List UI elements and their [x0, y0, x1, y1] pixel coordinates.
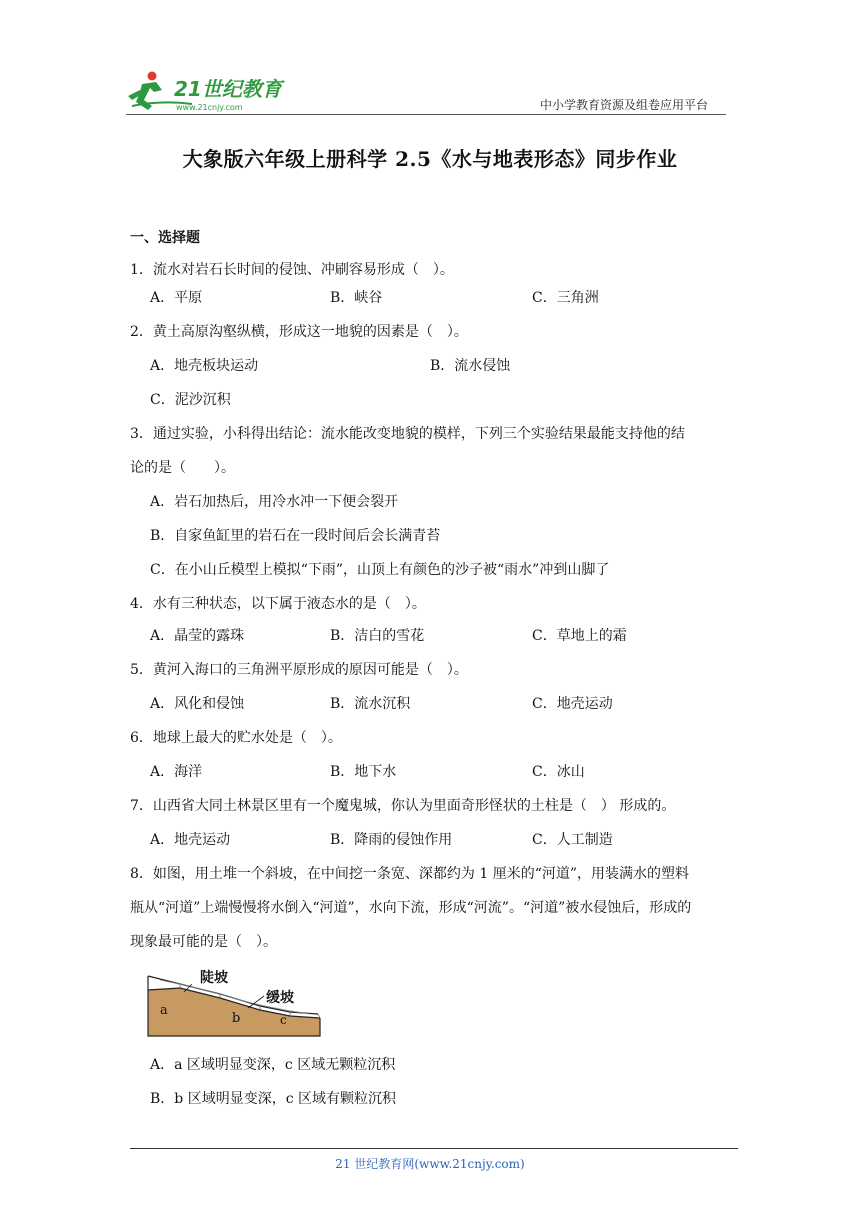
question-1-stem: 1．流水对岩石长时间的侵蚀、冲刷容易形成（ ）。 — [130, 262, 454, 278]
question-4-option-b: B．洁白的雪花 — [330, 628, 425, 644]
figure-label-c: c — [280, 1013, 287, 1027]
question-7-option-b: B．降雨的侵蚀作用 — [330, 832, 453, 848]
slope-diagram — [140, 966, 322, 1038]
figure-label-gentle: 缓坡 — [266, 990, 294, 1006]
site-logo — [122, 66, 292, 114]
section-heading: 一、选择题 — [130, 230, 200, 246]
question-3-option-c: C．在小山丘模型上模拟“下雨”，山顶上有颜色的沙子被“雨水”冲到山脚了 — [150, 562, 610, 578]
question-7-option-a: A．地壳运动 — [150, 832, 231, 848]
question-1-option-b: B．峡谷 — [330, 290, 383, 306]
question-3-stem-line-2: 论的是（ ）。 — [130, 460, 235, 476]
header-platform-text: 中小学教育资源及组卷应用平台 — [540, 98, 709, 112]
question-2-stem: 2．黄土高原沟壑纵横，形成这一地貌的因素是（ ）。 — [130, 324, 468, 340]
question-7-option-c: C．人工制造 — [532, 832, 613, 848]
question-2-option-c: C．泥沙沉积 — [150, 392, 231, 408]
question-5-option-b: B．流水沉积 — [330, 696, 411, 712]
footer-divider — [130, 1148, 738, 1149]
question-8-stem-line-1: 8．如图，用土堆一个斜坡，在中间挖一条宽、深都约为 1 厘米的“河道”，用装满水的塑料 — [130, 866, 690, 882]
question-3-option-b: B．自家鱼缸里的岩石在一段时间后会长满青苔 — [150, 528, 441, 544]
question-6-option-b: B．地下水 — [330, 764, 397, 780]
question-1-option-c: C．三角洲 — [532, 290, 599, 306]
page-title: 大象版六年级上册科学 2.5《水与地表形态》同步作业 — [182, 147, 678, 171]
question-5-option-a: A．风化和侵蚀 — [150, 696, 245, 712]
question-1-option-a: A．平原 — [150, 290, 203, 306]
logo-text: 21世纪教育 — [174, 77, 282, 101]
question-8-stem-line-3: 现象最可能的是（ ）。 — [130, 934, 277, 950]
question-4-option-a: A．晶莹的露珠 — [150, 628, 245, 644]
question-7-stem: 7．山西省大同土林景区里有一个魔鬼城，你认为里面奇形怪状的土柱是（ ） 形成的。 — [130, 798, 676, 814]
figure-label-b: b — [232, 1011, 241, 1026]
question-3-option-a: A．岩石加热后，用冷水冲一下便会裂开 — [150, 494, 399, 510]
question-2-option-b: B．流水侵蚀 — [430, 358, 511, 374]
header-divider — [126, 114, 726, 115]
question-6-stem: 6．地球上最大的贮水处是（ ）。 — [130, 730, 342, 746]
question-4-stem: 4．水有三种状态，以下属于液态水的是（ ）。 — [130, 596, 426, 612]
question-5-stem: 5．黄河入海口的三角洲平原形成的原因可能是（ ）。 — [130, 662, 468, 678]
question-8-option-b: B．b 区域明显变深，c 区域有颗粒沉积 — [150, 1091, 396, 1107]
question-6-option-c: C．冰山 — [532, 764, 585, 780]
figure-label-a: a — [160, 1003, 168, 1018]
logo-url: www.21cnjy.com — [176, 103, 243, 112]
question-8-option-a: A．a 区域明显变深，c 区域无颗粒沉积 — [150, 1057, 396, 1073]
question-4-option-c: C．草地上的霜 — [532, 628, 627, 644]
question-2-option-a: A．地壳板块运动 — [150, 358, 259, 374]
question-3-stem-line-1: 3．通过实验，小科得出结论：流水能改变地貌的模样，下列三个实验结果最能支持他的结 — [130, 426, 685, 442]
footer-link[interactable]: 21 世纪教育网(www.21cnjy.com) — [335, 1157, 525, 1171]
figure-label-steep: 陡坡 — [200, 970, 228, 986]
question-5-option-c: C．地壳运动 — [532, 696, 613, 712]
question-8-stem-line-2: 瓶从“河道”上端慢慢将水倒入“河道”，水向下流，形成“河流”。“河道”被水侵蚀后，形成的 — [130, 900, 692, 916]
question-6-option-a: A．海洋 — [150, 764, 203, 780]
